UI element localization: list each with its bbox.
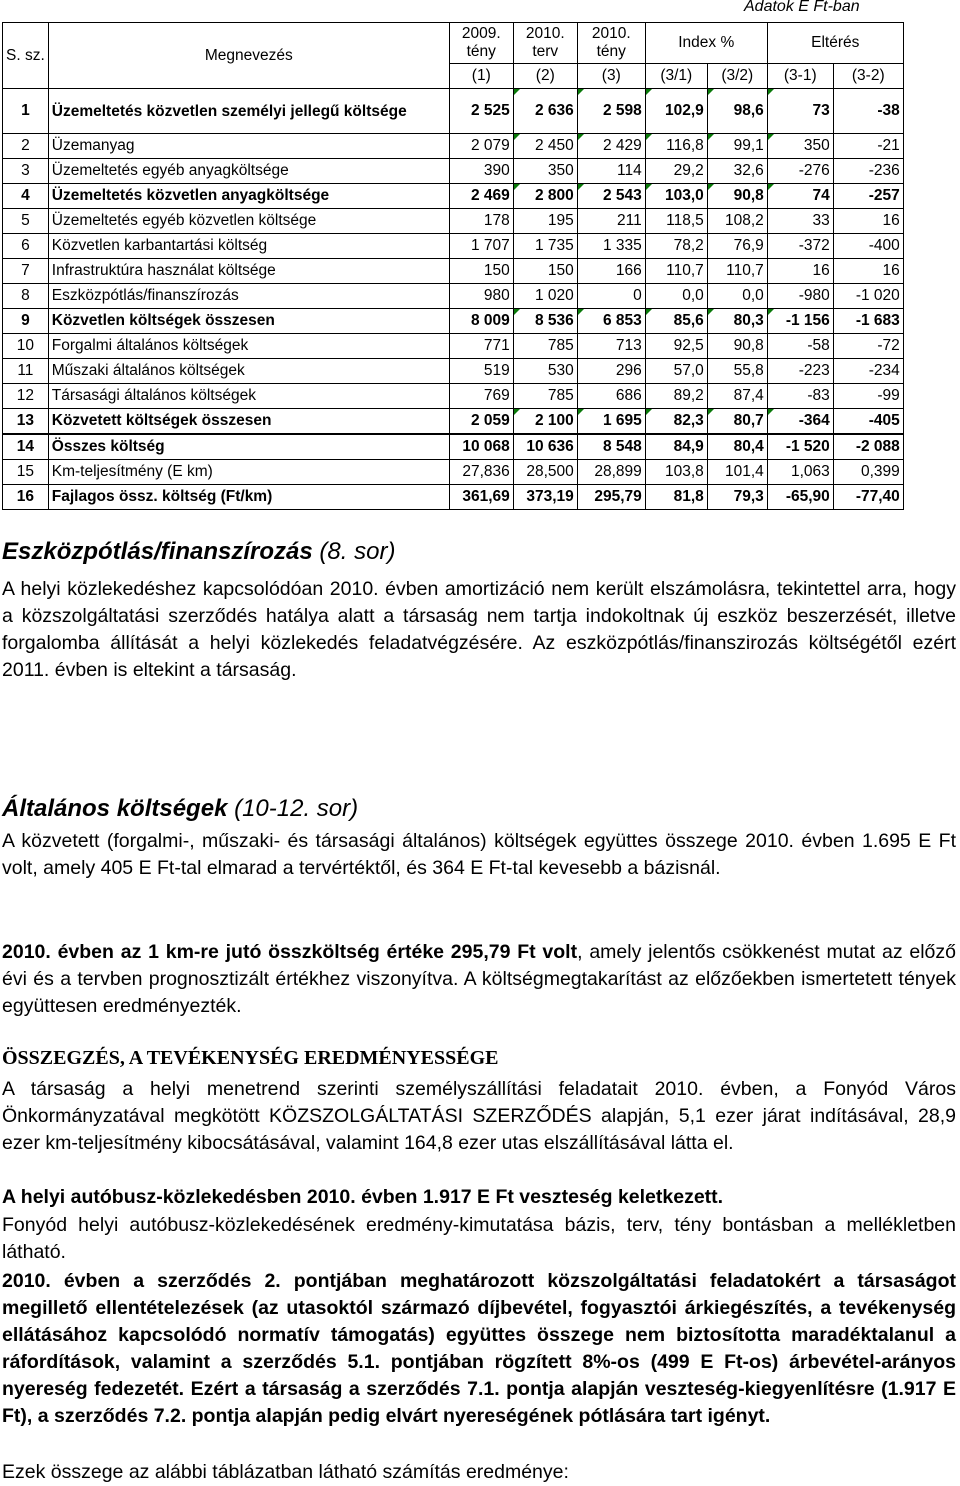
summary-title: ÖSSZEGZÉS, A TEVÉKENYSÉG EREDMÉNYESSÉGE [2,1047,499,1069]
header-no: S. sz. [3,23,49,89]
table-cell: 84,9 [645,434,707,460]
table-cell: 16 [767,259,833,284]
row-number: 10 [3,334,49,359]
table-cell: -372 [767,234,833,259]
summary-paragraph-statement: Fonyód helyi autóbusz-közlekedésének eredmény-kimutatása bázis, terv, tény bontásban a mellékletben látható. [2,1214,956,1263]
table-cell: 2 543 [577,184,645,209]
table-cell: 55,8 [707,359,767,384]
row-number: 8 [3,284,49,309]
row-label: Közvetlen költségek összesen [48,309,449,334]
table-row [3,485,904,510]
column-code: (3-2) [833,64,903,89]
table-cell: 79,3 [707,485,767,510]
table-cell: 295,79 [577,485,645,510]
table-cell: 0,0 [707,284,767,309]
table-cell: 2 100 [513,409,577,435]
row-label: Közvetlen karbantartási költség [48,234,449,259]
table-cell: 10 068 [449,434,513,460]
table-cell: 101,4 [707,460,767,485]
row-label: Üzemeltetés közvetlen anyagköltsége [48,184,449,209]
table-cell: 686 [577,384,645,409]
table-cell: 98,6 [707,89,767,134]
table-cell: -77,40 [833,485,903,510]
table-cell: 1 020 [513,284,577,309]
table-cell: 2 525 [449,89,513,134]
table-cell: 78,2 [645,234,707,259]
header-2009: 2009. tény [449,23,513,64]
table-cell: 6 853 [577,309,645,334]
table-cell: -276 [767,159,833,184]
table-cell: 980 [449,284,513,309]
unit-note: Adatok E Ft-ban [744,0,860,15]
table-row [3,460,904,485]
table-cell: 29,2 [645,159,707,184]
table-cell: -364 [767,409,833,435]
table-cell: 0,0 [645,284,707,309]
table-cell: -223 [767,359,833,384]
table-cell: 27,836 [449,460,513,485]
table-cell: -236 [833,159,903,184]
table-cell: -58 [767,334,833,359]
row-label: Műszaki általános költségek [48,359,449,384]
row-number: 4 [3,184,49,209]
table-cell: 785 [513,384,577,409]
paragraph-general-costs: A közvetett (forgalmi-, műszaki- és társasági általános) költségek együttes összege 2010. évben 1.695 E Ft volt, amely 405 E Ft-tal elmarad a tervértéktől, és 364 E Ft-tal kevesebb a bázisnál. [2,830,956,879]
table-cell: -400 [833,234,903,259]
table-cell: -1 156 [767,309,833,334]
table-cell: 99,1 [707,134,767,159]
table-cell: 110,7 [707,259,767,284]
table-cell: 713 [577,334,645,359]
table-cell: 1 695 [577,409,645,435]
summary-paragraph-loss: A helyi autóbusz-közlekedésben 2010. évben 1.917 E Ft veszteség keletkezett. [2,1186,724,1208]
table-cell: 361,69 [449,485,513,510]
table-cell: 16 [833,209,903,234]
table-cell: 178 [449,209,513,234]
table-cell: -980 [767,284,833,309]
row-number: 6 [3,234,49,259]
row-number: 5 [3,209,49,234]
row-label: Fajlagos össz. költség (Ft/km) [48,485,449,510]
table-cell: 85,6 [645,309,707,334]
table-cell: 390 [449,159,513,184]
table-cell: -1 020 [833,284,903,309]
table-cell: 102,9 [645,89,707,134]
table-row [3,89,904,134]
table-cell: 769 [449,384,513,409]
table-cell: 33 [767,209,833,234]
table-cell: 350 [767,134,833,159]
table-cell: 2 429 [577,134,645,159]
table-cell: 1 335 [577,234,645,259]
summary-paragraph-closing: Ezek összege az alábbi táblázatban látható számítás eredménye: [2,1461,569,1483]
row-number: 9 [3,309,49,334]
table-cell: 785 [513,334,577,359]
table-row [3,434,904,460]
row-number: 16 [3,485,49,510]
table-cell: 114 [577,159,645,184]
table-cell: -405 [833,409,903,435]
row-number: 3 [3,159,49,184]
table-cell: 0 [577,284,645,309]
row-number: 1 [3,89,49,134]
row-label: Üzemeltetés közvetlen személyi jellegű költsége [48,89,449,134]
table-cell: -257 [833,184,903,209]
table-cell: 57,0 [645,359,707,384]
table-cell: 195 [513,209,577,234]
table-cell: 2 636 [513,89,577,134]
table-row [3,159,904,184]
table-cell: 28,899 [577,460,645,485]
row-label: Közvetett költségek összesen [48,409,449,435]
table-cell: 2 059 [449,409,513,435]
table-cell: 1 735 [513,234,577,259]
table-cell: 103,0 [645,184,707,209]
table-cell: -234 [833,359,903,384]
table-row [3,259,904,284]
row-number: 14 [3,434,49,460]
table-cell: 2 450 [513,134,577,159]
table-cell: 116,8 [645,134,707,159]
row-number: 13 [3,409,49,435]
header-diff: Eltérés [767,23,903,64]
column-code: (3-1) [767,64,833,89]
table-cell: 0,399 [833,460,903,485]
table-cell: 150 [449,259,513,284]
table-row [3,209,904,234]
row-number: 7 [3,259,49,284]
table-cell: 166 [577,259,645,284]
table-cell: 76,9 [707,234,767,259]
table-cell: -99 [833,384,903,409]
table-cell: 28,500 [513,460,577,485]
header-2010-plan: 2010. terv [513,23,577,64]
table-cell: 110,7 [645,259,707,284]
table-cell: 92,5 [645,334,707,359]
table-cell: 2 469 [449,184,513,209]
table-row [3,184,904,209]
table-cell: -83 [767,384,833,409]
table-cell: 519 [449,359,513,384]
table-cell: 296 [577,359,645,384]
summary-paragraph-contract: 2010. évben a szerződés 2. pontjában meghatározott közszolgáltatási feladatokért a társaságot megillető ellentételezések (az utasoktól származó díjbevétel, fogyasztói árkiegészítés, a tevékenység ellátásához kapcsolódó normatív támogatás) együttes összege nem biztosította maradéktalanul a ráfordítások, valamint a szerződés 5.1. pontjában rögzített 8%-os (499 E Ft-os) árbevétel-arányos nyereség fedezetét. Ezért a társaság a szerződés 7.1. pontja alapján veszteség-kiegyenlítésre (1.917 E Ft), a szerződés 7.2. pontja alapján pedig elvárt nyereségének pótlására tart igényt. [2,1270,956,1427]
section-title-general-costs: Általános költségek (10-12. sor) [2,795,359,822]
table-cell: -38 [833,89,903,134]
table-cell: 74 [767,184,833,209]
table-cell: 1 707 [449,234,513,259]
paragraph-replacement: A helyi közlekedéshez kapcsolódóan 2010. évben amortizáció nem került elszámolásra, tekintettel arra, hogy a közszolgáltatási szerződés hatálya alatt a társaság nem tartja indokoltnak új eszköz beszerzését, illetve forgalomba állítását a helyi közlekedés feladatvégzésére. Az eszközpótlás/finanszirozás költségétől ezért 2011. évben is eltekint a társaság. [2,578,956,681]
table-cell: 10 636 [513,434,577,460]
row-label: Összes költség [48,434,449,460]
table-cell: 103,8 [645,460,707,485]
table-cell: 8 536 [513,309,577,334]
table-cell: 2 598 [577,89,645,134]
row-number: 12 [3,384,49,409]
table-row [3,284,904,309]
row-label: Társasági általános költségek [48,384,449,409]
header-name: Megnevezés [48,23,449,89]
row-number: 11 [3,359,49,384]
table-cell: 108,2 [707,209,767,234]
row-label: Infrastruktúra használat költsége [48,259,449,284]
table-cell: 771 [449,334,513,359]
table-cell: 373,19 [513,485,577,510]
table-row [3,359,904,384]
table-cell: -65,90 [767,485,833,510]
table-cell: -1 683 [833,309,903,334]
row-label: Forgalmi általános költségek [48,334,449,359]
column-code: (3/1) [645,64,707,89]
table-cell: 89,2 [645,384,707,409]
table-cell: 80,4 [707,434,767,460]
table-cell: 1,063 [767,460,833,485]
summary-paragraph-1: A társaság a helyi menetrend szerinti személyszállítási feladatait 2010. évben, a Fonyód Város Önkormányzatával megkötött KÖZSZOLGÁLTATÁSI SZERZŐDÉS alapján, 5,1 ezer járat indításával, 28,9 ezer km-teljesítmény kibocsátásával, valamint 164,8 ezer utas elszállításával látta el. [2,1078,956,1154]
table-cell: 530 [513,359,577,384]
table-cell: 90,8 [707,184,767,209]
row-number: 2 [3,134,49,159]
section-title-replacement: Eszközpótlás/finanszírozás (8. sor) [2,538,396,565]
table-cell: 82,3 [645,409,707,435]
header-2010-actual: 2010. tény [577,23,645,64]
column-code: (3/2) [707,64,767,89]
column-code: (2) [513,64,577,89]
table-cell: 80,3 [707,309,767,334]
table-cell: 80,7 [707,409,767,435]
table-cell: 211 [577,209,645,234]
row-label: Km-teljesítmény (E km) [48,460,449,485]
table-cell: 350 [513,159,577,184]
table-row [3,234,904,259]
table-cell: -72 [833,334,903,359]
table-cell: -1 520 [767,434,833,460]
table-cell: -21 [833,134,903,159]
table-row [3,409,904,435]
table-row [3,309,904,334]
table-cell: 32,6 [707,159,767,184]
table-cell: 8 009 [449,309,513,334]
header-index: Index % [645,23,767,64]
paragraph-unit-cost: 2010. évben az 1 km-re jutó összköltség értéke 295,79 Ft volt, amely jelentős csökkenést mutat az előző évi és a tervben prognosztizált értékhez viszonyítva. A költségmegtakarítást az előzőekben ismertetett tények együttesen eredményezték. [2,941,956,1017]
table-cell: 81,8 [645,485,707,510]
row-number: 15 [3,460,49,485]
table-cell: -2 088 [833,434,903,460]
table-cell: 2 800 [513,184,577,209]
table-cell: 16 [833,259,903,284]
table-cell: 150 [513,259,577,284]
row-label: Üzemeltetés egyéb anyagköltsége [48,159,449,184]
table-cell: 8 548 [577,434,645,460]
table-cell: 87,4 [707,384,767,409]
table-cell: 2 079 [449,134,513,159]
column-code: (1) [449,64,513,89]
table-cell: 90,8 [707,334,767,359]
table-row [3,334,904,359]
row-label: Üzemeltetés egyéb közvetlen költsége [48,209,449,234]
table-row [3,384,904,409]
table-row [3,134,904,159]
row-label: Eszközpótlás/finanszírozás [48,284,449,309]
column-code: (3) [577,64,645,89]
row-label: Üzemanyag [48,134,449,159]
table-cell: 118,5 [645,209,707,234]
cost-table [2,22,904,510]
table-cell: 73 [767,89,833,134]
